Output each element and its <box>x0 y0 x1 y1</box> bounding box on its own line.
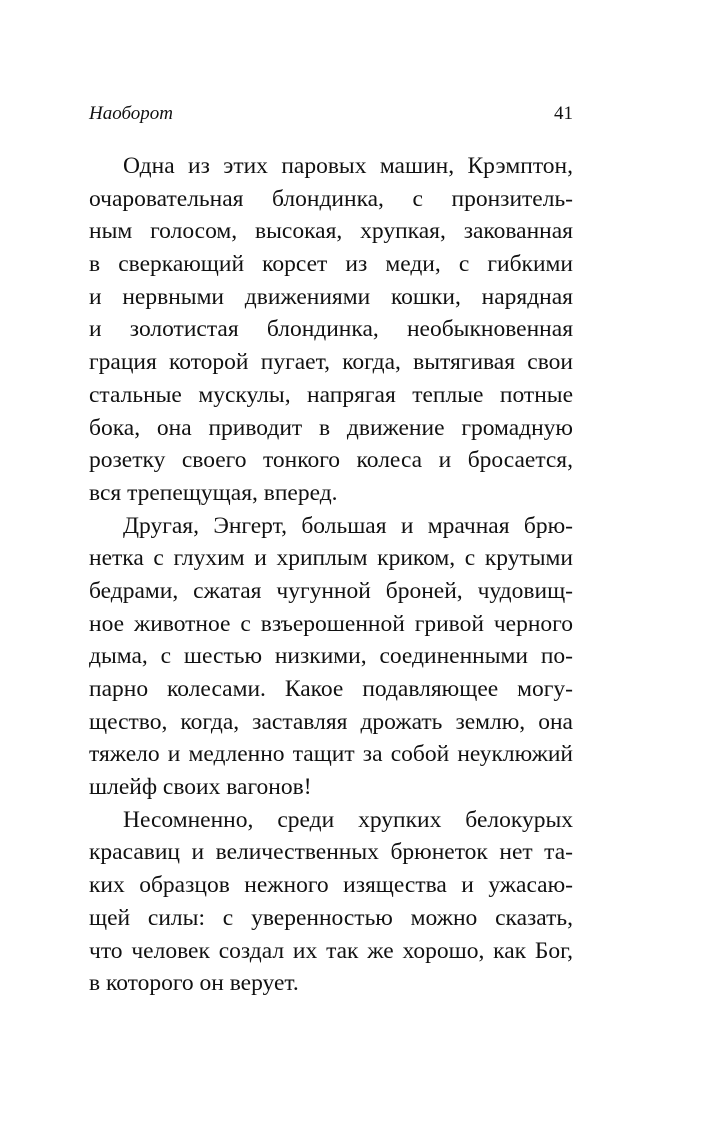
text-line: парно колесами. Какое подавляющее могу- <box>89 676 573 702</box>
page-number: 41 <box>554 103 573 124</box>
text-line: что человек создал их так же хорошо, как Бог, <box>89 937 573 964</box>
text-line: дыма, с шестью низкими, соединенными по- <box>89 643 573 670</box>
paragraph-1 <box>89 150 573 510</box>
text-line: грация которой пугает, когда, вытягивая свои <box>89 349 573 376</box>
text-line: розетку своего тонкого колеса и бросается, <box>89 447 573 474</box>
text-line: ное животное с взъерошенной гривой черного <box>89 610 573 637</box>
paragraph-3 <box>89 804 573 1000</box>
text-line: вся трепещущая, вперед. <box>89 479 338 506</box>
text-line: в сверкающий корсет из меди, с гибкими <box>89 251 573 278</box>
text-line: и нервными движениями кошки, нарядная <box>89 283 573 310</box>
book-page <box>89 0 573 1123</box>
text-line: Несомненно, среди хрупких белокурых <box>123 806 573 833</box>
text-line: красавиц и величественных брюнеток нет та- <box>89 839 573 866</box>
text-line: ких образцов нежного изящества и ужасаю- <box>89 872 573 899</box>
text-line: шлейф своих вагонов! <box>89 774 312 801</box>
body-text <box>89 150 573 1000</box>
paragraph-2 <box>89 510 573 804</box>
text-line: тяжело и медленно тащит за собой неуклюжий <box>89 741 573 768</box>
text-line: стальные мускулы, напрягая теплые потные <box>89 381 573 408</box>
text-line: бока, она приводит в движение громадную <box>89 414 573 441</box>
text-line: очаровательная блондинка, с пронзитель- <box>89 185 573 212</box>
text-line: Другая, Энгерт, большая и мрачная брю- <box>123 512 573 539</box>
text-line: ным голосом, высокая, хрупкая, закованная <box>89 218 573 245</box>
text-line: бедрами, сжатая чугунной броней, чудовищ- <box>89 577 573 604</box>
running-head <box>89 102 573 126</box>
text-line: в которого он верует. <box>89 970 299 997</box>
text-line: нетка с глухим и хриплым криком, с крутыми <box>89 545 573 572</box>
text-line: Одна из этих паровых машин, Крэмптон, <box>123 153 573 179</box>
text-line: щество, когда, заставляя дрожать землю, она <box>89 708 573 735</box>
text-line: и золотистая блондинка, необыкновенная <box>89 316 573 343</box>
running-title: Наоборот <box>89 103 173 124</box>
text-line: щей силы: с уверенностью можно сказать, <box>89 904 573 931</box>
